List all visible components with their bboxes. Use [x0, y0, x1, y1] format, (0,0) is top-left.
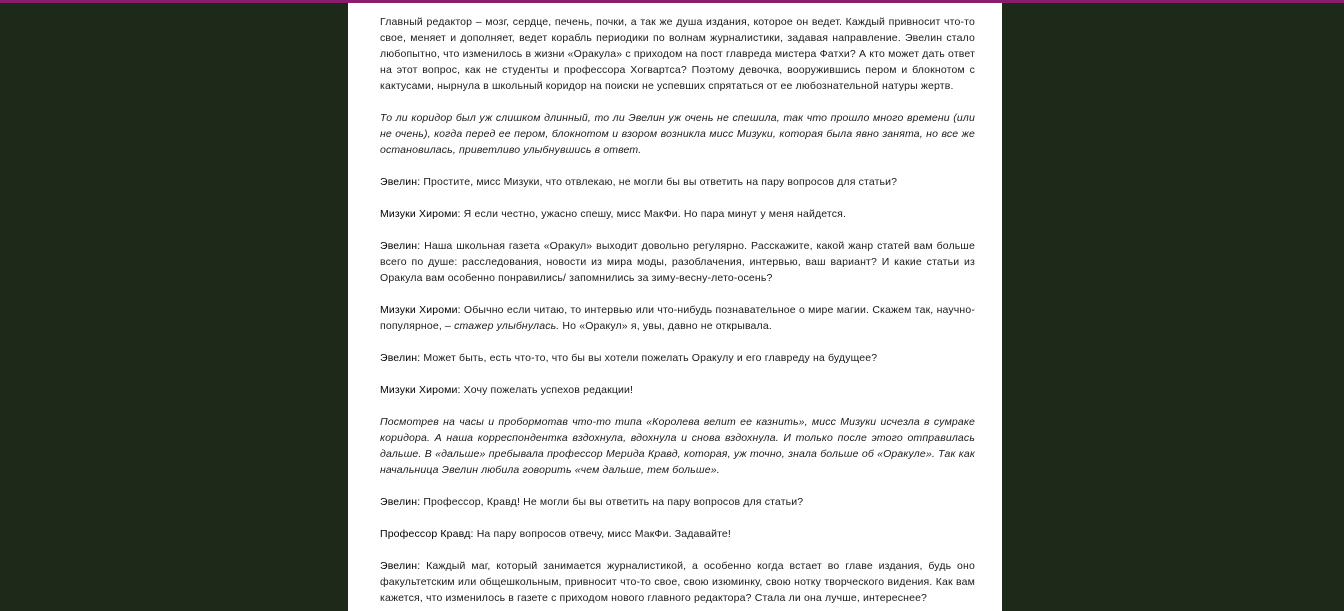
dialogue-question — [380, 558, 975, 606]
speaker-name: Профессор Кравд: — [380, 528, 474, 540]
dialogue-answer — [380, 526, 975, 542]
dialogue-answer — [380, 302, 975, 334]
dialogue-question — [380, 238, 975, 286]
speaker-name: Мизуки Хироми: — [380, 384, 461, 396]
dialogue-answer — [380, 206, 975, 222]
speaker-name: Эвелин: — [380, 240, 421, 252]
dialogue-text: Простите, мисс Мизуки, что отвлекаю, не могли бы вы ответить на пару вопросов для статьи? — [420, 176, 898, 188]
dialogue-text: Может быть, есть что-то, что бы вы хотели пожелать Оракулу и его главреду на будущее? — [420, 352, 878, 364]
dialogue-question — [380, 494, 975, 510]
dialogue-question — [380, 350, 975, 366]
dialogue-answer — [380, 382, 975, 398]
article-page — [348, 3, 1002, 611]
speaker-name: Эвелин: — [380, 176, 421, 188]
dialogue-question — [380, 174, 975, 190]
dialogue-text: На пару вопросов отвечу, мисс МакФи. Задавайте! — [473, 528, 731, 540]
dialogue-text: Профессор, Кравд! Не могли бы вы ответить на пару вопросов для статьи? — [420, 496, 804, 508]
dialogue-text: Хочу пожелать успехов редакции! — [460, 384, 634, 396]
speaker-name: Мизуки Хироми: — [380, 208, 461, 220]
stage-direction: стажер улыбнулась. — [454, 320, 560, 332]
speaker-name: Эвелин: — [380, 352, 421, 364]
dialogue-text: Обычно если читаю, то интервью или что-нибудь познавательное о мире магии. Скажем так, научно-популярное, – — [380, 304, 975, 332]
dialogue-text: Но «Оракул» я, увы, давно не открывала. — [559, 320, 772, 332]
narration-paragraph: То ли коридор был уж слишком длинный, то ли Эвелин уж очень не спешила, так что прошло много времени (или не очень), когда перед ее пером, блокнотом и взором возникла мисс Мизуки, которая была явно занята, но все же остановилась, приветливо улыбнувшись в ответ. — [380, 112, 975, 156]
speaker-name: Эвелин: — [380, 560, 421, 572]
speaker-name: Эвелин: — [380, 496, 421, 508]
narration-paragraph: Посмотрев на часы и пробормотав что-то типа «Королева велит ее казнить», мисс Мизуки исчезла в сумраке коридора. А наша корреспондентка вздохнула, вдохнула и снова вздохнула. И только после этого отправилась дальше. В «дальше» пребывала профессор Мерида Кравд, которая, уж точно, знала больше об «Оракуле». Так как начальница Эвелин любила говорить «чем дальше, тем больше». — [380, 416, 975, 476]
intro-paragraph: Главный редактор – мозг, сердце, печень, почки, а так же душа издания, которое он ведет. Каждый привносит что-то свое, меняет и дополняет, ведет корабль периодики по волнам журналистики, задавая направление. Эвелин стало любопытно, что изменилось в жизни «Оракула» с приходом на пост главреда мистера Фатхи? А кто может дать ответ на этот вопрос, как не студенты и профессора Хогвартса? Поэтому девочка, вооружившись пером и блокнотом с кактусами, нырнула в школьный коридор на поиски не успевших спрятаться от ее любознательной натуры жертв. — [380, 16, 975, 92]
article-body — [380, 14, 975, 611]
speaker-name: Мизуки Хироми: — [380, 304, 461, 316]
dialogue-text: Я если честно, ужасно спешу, мисс МакФи. Но пара минут у меня найдется. — [460, 208, 847, 220]
dialogue-text: Каждый маг, который занимается журналистикой, а особенно когда встает во главе издания, будь оно факультетским или общешкольным, привносит что-то свое, свою изюминку, свою нотку творческого видения. Как вам кажется, что изменилось в газете с приходом нового главного редактора? Стала ли она лучше, интереснее? — [380, 560, 975, 604]
dialogue-text: Наша школьная газета «Оракул» выходит довольно регулярно. Расскажите, какой жанр статей вам больше всего по душе: расследования, новости из мира моды, разоблачения, интервью, ваш вариант? И какие статьи из Оракула вам особенно понравились/ запомнились за зиму-весну-лето-осень? — [380, 240, 975, 284]
